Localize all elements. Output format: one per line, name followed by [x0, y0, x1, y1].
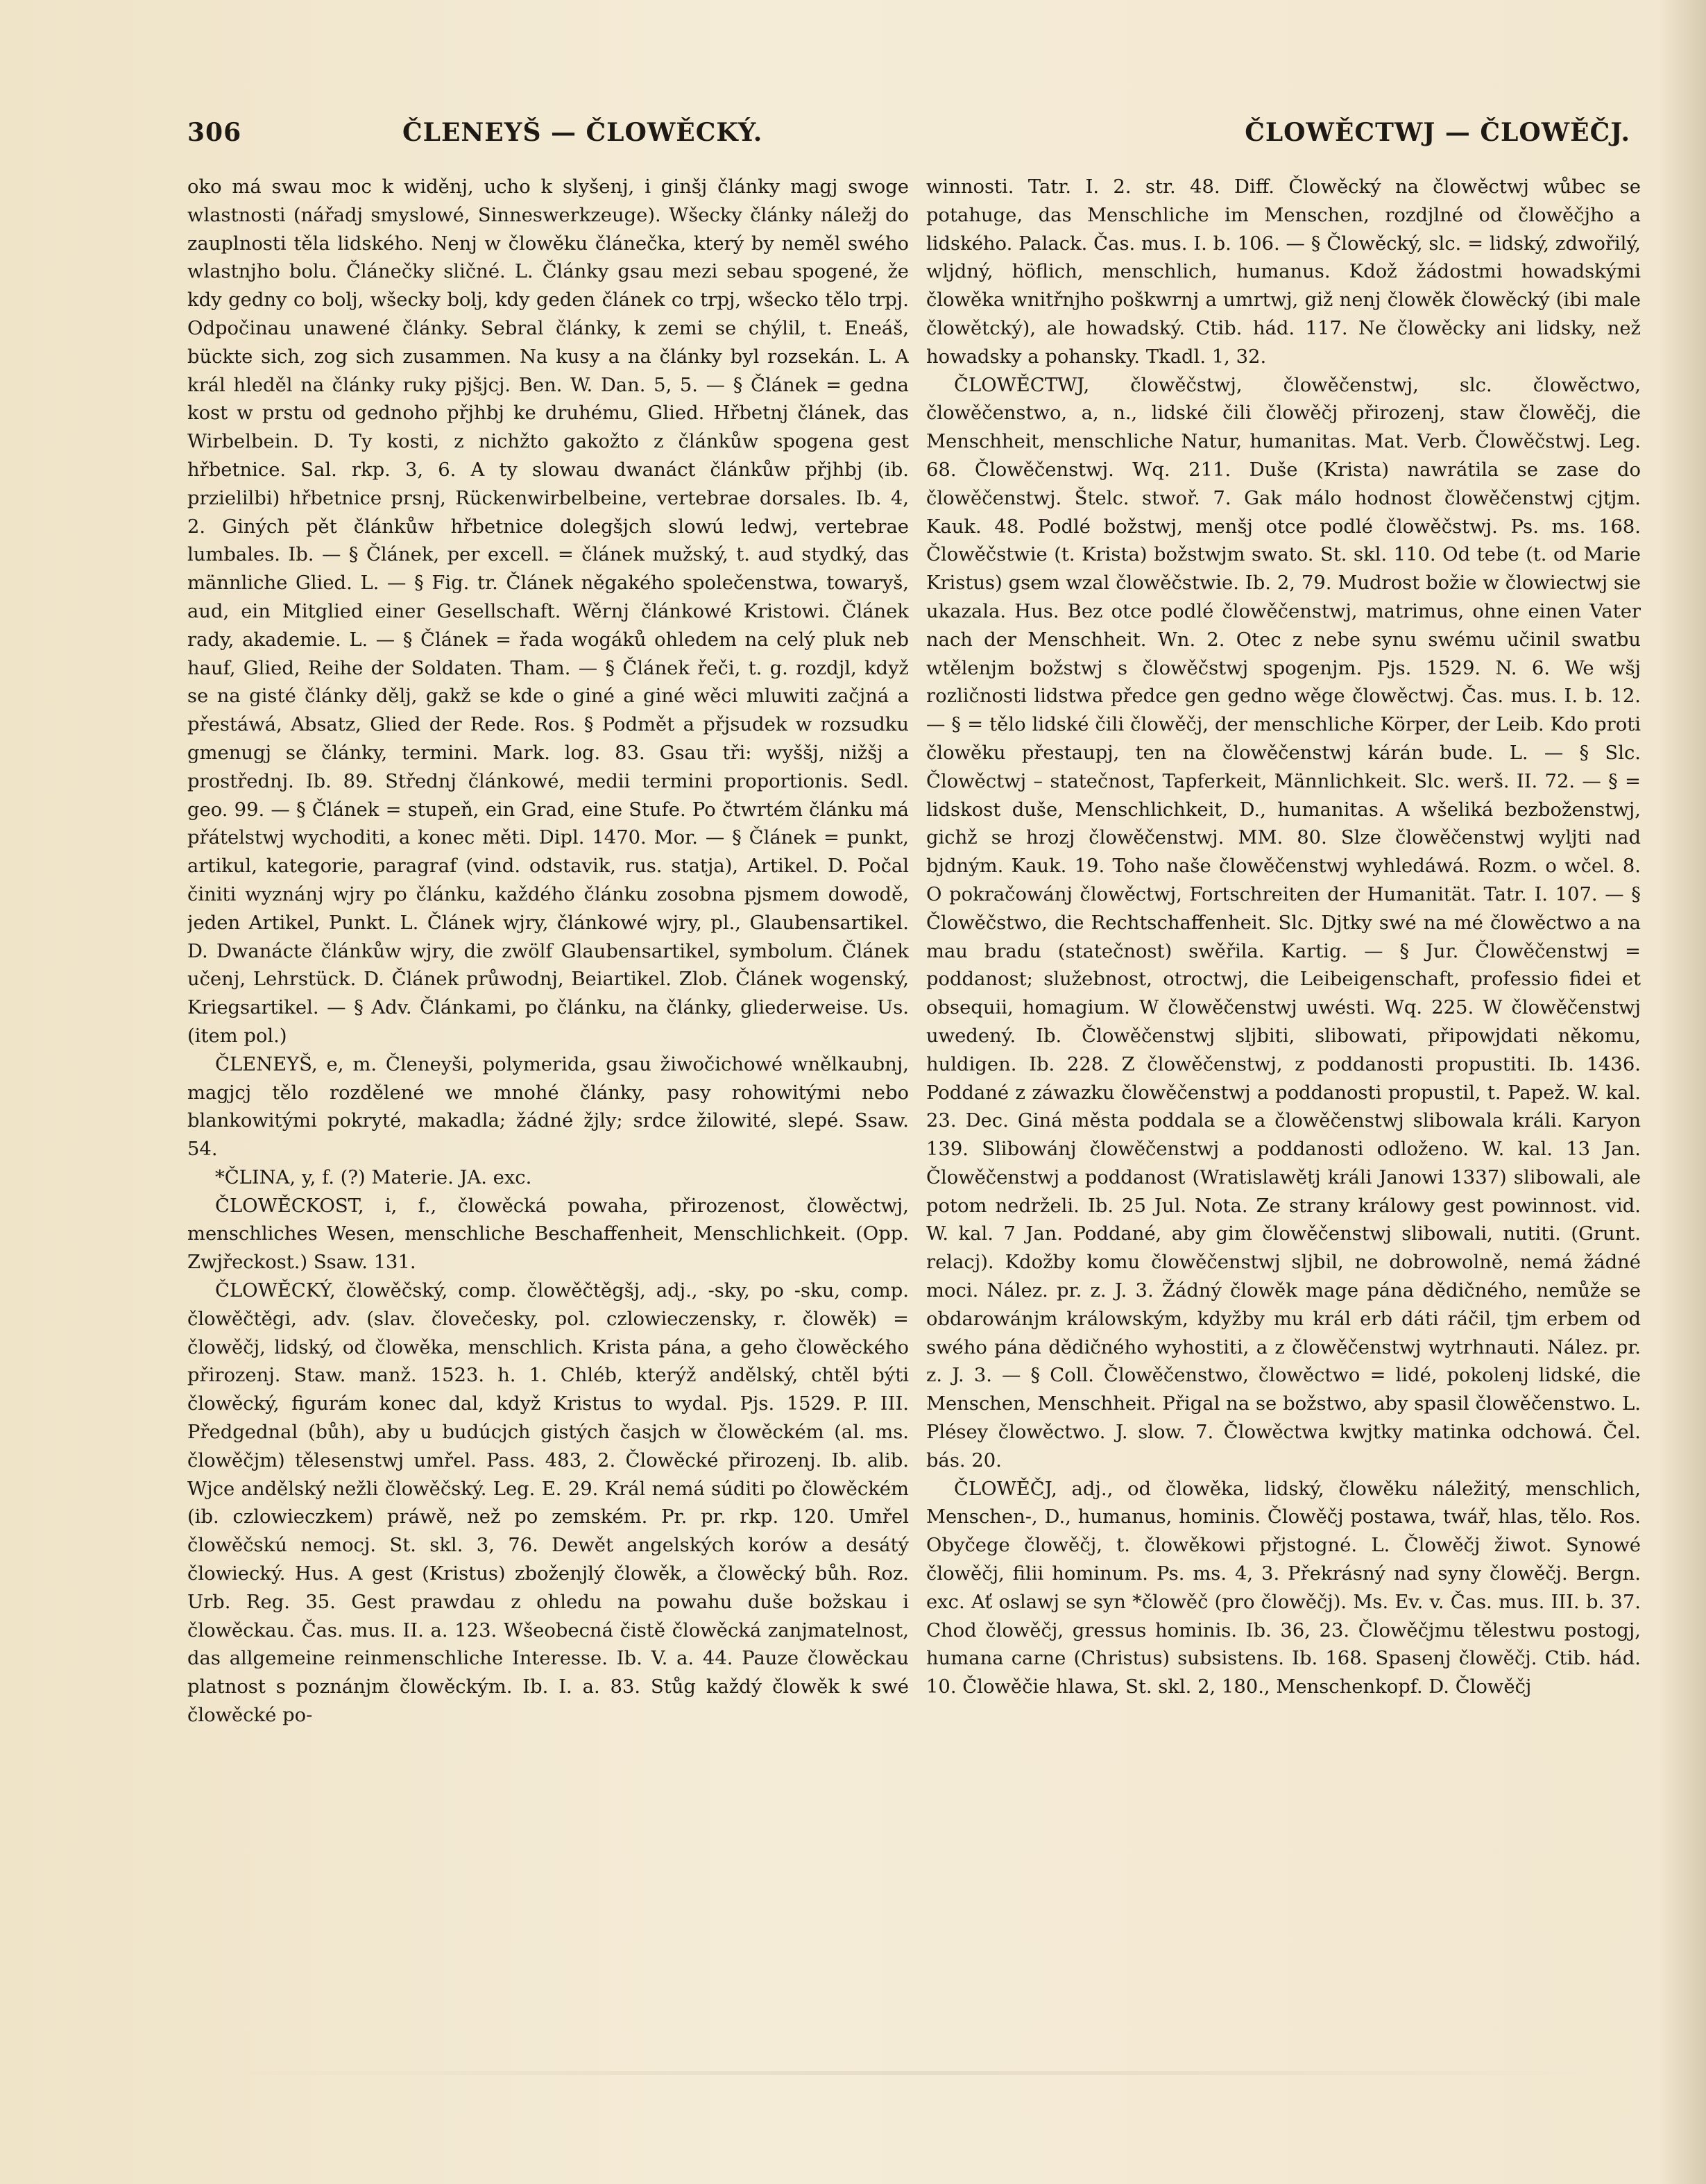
- entry-cloweej: ČLOWĚČJ, adj., od člowěka, lidský, člowěku náležitý, menschlich, Menschen-, D., humanus, hominis. Člowěčj postawa, twář, hlas, tělo. Ros. Obyčege člowěčj, t. člowěkowi přjstogné. L. Člowěčj žiwot. Synowé člowěčj, filii hominum. Ps. ms. 4, 3. Překrásný nad syny člowěčj. Bergn. exc. Ať oslawj se syn *člowěč (pro člowěčj). Ms. Ev. v. Čas. mus. III. b. 37. Chod člowěčj, gressus hominis. Ib. 36, 23. Člowěčjmu tělestwu postogj, humana carne (Christus) subsistens. Ib. 168. Spasenj člowěčj. Ctib. hád. 10. Člowěčie hlawa, St. skl. 2, 180., Menschenkopf. D. Člowěčj: [926, 1478, 1641, 1698]
- entry-clina: *ČLINA, y, f. (?) Materie. JA. exc.: [215, 1166, 532, 1188]
- entry-clanek-continued: oko má swau moc k widěnj, ucho k slyšenj, i ginšj články magj swoge wlastnosti (nářadj smyslowé, Sinneswerkzeuge). Wšecky články náležj do zauplnosti těla lidského. Nenj w člowěku článečka, který by neměl swého wlastnjho bolu. Článečky sličné. L. Články gsau mezi sebau spogené, že kdy gedny co bolj, wšecky bolj, kdy geden článek co trpj, wšecko tělo trpj. Odpočinau unawené články. Sebral články, k zemi se chýlil, t. Eneáš, bückte sich, zog sich zusammen. Na kusy a na články byl rozsekán. L. A král hleděl na články ruky pjšjcj. Ben. W. Dan. 5, 5. — § Článek = gedna kost w prstu od gednoho přjhbj ke druhému, Glied. Hřbetnj článek, das Wirbelbein. D. Ty kosti, z nichžto gakožto z článkůw spogena gest hřbetnice. Sal. rkp. 3, 6. A ty slowau dwanáct článkůw přjhbj (ib. przielilbi) hřbetnice prsnj, Rückenwirbelbeine, vertebrae dorsales. Ib. 4, 2. Giných pět článkůw hřbetnice dolegšjch slowú ledwj, vertebrae lumbales. Ib. — § Článek, per excell. = článek mužský, t. aud stydký, das männliche Glied. L. — § Fig. tr. Článek něgakého společenstwa, towaryš, aud, ein Mitglied einer Gesellschaft. Wěrnj článkowé Kristowi. Článek rady, akademie. L. — § Článek = řada wogáků ohledem na celý pluk neb hauf, Glied, Reihe der Soldaten. Tham. — § Článek řeči, t. g. rozdjl, když se na gisté články dělj, gakž se kde o giné a giné wěci mluwiti začjná a přestáwá, Absatz, Glied der Rede. Ros. § Podmět a přjsudek w rozsudku gmenugj se články, termini. Mark. log. 83. Gsau tři: wyššj, nižšj a prostřednj. Ib. 89. Střednj článkowé, medii termini proportionis. Sedl. geo. 99. — § Článek = stupeň, ein Grad, eine Stufe. Po čtwrtém článku má přátelstwj wychoditi, a konec měti. Dipl. 1470. Mor. — § Článek = punkt, artikul, kategorie, paragraf (vind. odstavik, rus. statja), Artikel. D. Počal činiti wyznánj wjry po článku, každého článku zosobna pjsmem dowodě, jeden Artikel, Punkt. L. Článek wjry, článkowé wjry, pl., Glaubensartikel. D. Dwanácte článkůw wjry, die zwölf Glaubensartikel, symbolum. Článek učenj, Lehrstück. D. Článek průwodnj, Beiartikel. Zlob. Článek wogenský, Kriegsartikel. — § Adv. Článkami, po článku, na články, gliederweise. Us. (item pol.): [187, 176, 909, 1047]
- running-header: [187, 118, 1637, 160]
- entry-clowecky-continued: winnosti. Tatr. I. 2. str. 48. Diff. Člowěcký na člowěctwj wůbec se potahuge, das Menschliche im Menschen, rozdjlné od člowěčjho a lidského. Palack. Čas. mus. I. b. 106. — § Člowěcký, slc. = lidský, zdwořilý, wljdný, höflich, menschlich, humanus. Kdož žádostmi howadskými člowěka wnitřnjho poškwrnj a umrtwj, giž nenj člowěk člowěcký (ibi male člowětcký), ale howadský. Ctib. hád. 117. Ne člowěcky ani lidsky, než howadsky a pohansky. Tkadl. 1, 32.: [926, 176, 1641, 368]
- page-edge-shadow: [1657, 0, 1706, 2184]
- right-running-title: ČLOWĚCTWJ — ČLOWĚČJ.: [1245, 118, 1630, 147]
- entry-cleneys: ČLENEYŠ, e, m. Členeyši, polymerida, gsau žiwočichowé wnělkaubnj, magjcj tělo rozdělené we mnohé články, pasy rohowitými nebo blankowitými pokryté, makadla; žádné žjly; srdce žilowité, slepé. Ssaw. 54.: [187, 1053, 909, 1161]
- left-running-title: ČLENEYŠ — ČLOWĚCKÝ.: [402, 118, 763, 147]
- right-column: [926, 173, 1641, 2102]
- left-column: [187, 173, 909, 2102]
- entry-clowekost: ČLOWĚCKOST, i, f., člowěcká powaha, přirozenost, člowěctwj, menschliches Wesen, menschliche Beschaffenheit, Menschlichkeit. (Opp. Zwjřeckost.) Ssaw. 131.: [187, 1195, 909, 1274]
- entry-clowecky: ČLOWĚCKÝ, člowěčský, comp. člowěčtěgšj, adj., -sky, po -sku, comp. člowěčtěgi, adv. (slav. človečesky, pol. czlowieczensky, r. člowěk) = člowěčj, lidský, od člowěka, menschlich. Krista pána, a geho člowěckého přirozenj. Staw. manž. 1523. h. 1. Chléb, kterýž andělský, chtěl býti člowěcký, figurám konec dal, když Kristus to wydal. Pjs. 1529. P. III. Předgednal (bůh), aby u budúcjch gistých časjch w člowěckém (al. ms. člowěčjm) tělesenstwj umřel. Pass. 483, 2. Člowěcké přirozenj. Ib. alib. Wjce andělský nežli člowěčský. Leg. E. 29. Král nemá súditi po člowěckém (ib. czlowieczkem) práwě, než po zemském. Pr. pr. rkp. 120. Umřel člowěčskú nemocj. St. skl. 3, 76. Dewět angelských korów a desátý člowiecký. Hus. A gest (Kristus) zboženjlý člowěk, a člowěcký bůh. Roz. Urb. Reg. 35. Gest prawdau z ohledu na powahu duše božskau i člowěckau. Čas. mus. II. a. 123. Wšeobecná čistě člowěcká zanjmatelnost, das allgemeine reinmenschliche Interesse. Ib. V. a. 44. Pauze člowěckau platnost s poznánjm člowěckým. Ib. I. a. 83. Stůg každý člowěk k swé člowěcké po-: [187, 1280, 909, 1727]
- page-number: 306: [187, 118, 242, 147]
- page-bottom-shade: [187, 2071, 1641, 2075]
- entry-clowectwj: ČLOWĚCTWJ, člowěčstwj, člowěčenstwj, slc. člowěctwo, člowěčenstwo, a, n., lidské čili člowěčj přirozenj, staw člowěčj, die Menschheit, menschliche Natur, humanitas. Mat. Verb. Člowěčstwj. Leg. 68. Člowěčenstwj. Wq. 211. Duše (Krista) nawrátila se zase do člowěčenstwj. Štelc. stwoř. 7. Gak málo hodnost člowěčenstwj cjtjm. Kauk. 48. Podlé božstwj, menšj otce podlé člowěčstwj. Ps. ms. 168. Člowěčstwie (t. Krista) božstwjm swato. St. skl. 110. Od tebe (t. od Marie Kristus) gsem wzal člowěčstwie. Ib. 2, 79. Mudrost božie w člowiectwj sie ukazala. Hus. Bez otce podlé člowěčenstwj, matrimus, ohne einen Vater nach der Menschheit. Wn. 2. Otec z nebe synu swému učinil swatbu wtělenjm božstwj s člowěčstwj spogenjm. Pjs. 1529. N. 6. We wšj rozličnosti lidstwa předce gen gedno wěge člowěctwj. Čas. mus. I. b. 12. — § = tělo lidské čili člowěčj, der menschliche Körper, der Leib. Kdo proti člowěku přestaupj, ten na člowěčenstwj kárán bude. L. — § Slc. Člowěctwj – statečnost, Tapferkeit, Männlichkeit. Slc. werš. II. 72. — § = lidskost duše, Menschlichkeit, D., humanitas. A wšeliká bezboženstwj, gichž se hrozj člowěčenstwj. MM. 80. Slze člowěčenstwj wyljti nad bjdným. Kauk. 19. Toho naše člowěčenstwj wyhledáwá. Rozm. o wčel. 8. O pokračowánj člowěctwj, Fortschreiten der Humanität. Tatr. I. 107. — § Člowěčstwo, die Rechtschaffenheit. Slc. Djtky swé na mé člowěctwo a na mau bradu (statečnost) swěřila. Kartig. — § Jur. Člowěčenstwj = poddanost; služebnost, otroctwj, die Leibeigenschaft, professio fidei et obsequii, homagium. W člowěčenstwj uwésti. Wq. 225. W člowěčenstwj uwedený. Ib. Člowěčenstwj sljbiti, slibowati, připowjdati někomu, huldigen. Ib. 228. Z člowěčenstwj, z poddanosti propustiti. Ib. 1436. Poddané z záwazku člowěčenstwj a poddanosti propustil, t. Papež. W. kal. 23. Dec. Giná města poddala se a člowěčenstwj slibowala králi. Karyon 139. Slibowánj člowěčenstwj a poddanosti odloženo. W. kal. 13 Jan. Člowěčenstwj a poddanost (Wratislawětj králi Janowi 1337) slibowali, ale potom nedrželi. Ib. 25 Jul. Nota. Ze strany králowy gest powinnost. vid. W. kal. 7 Jan. Poddané, aby gim člowěčenstwj slibowali, nutiti. (Grunt. relacj). Kdožby komu člowěčenstwj sljbil, ne dobrowolně, nemá žádné moci. Nález. pr. z. J. 3. Žádný člowěk mage pána dědičného, nemůže se obdarowánjm králowským, kdyžby mu král erb dáti ráčil, tjm erbem od swého pána dědičného wyhostiti, a z člowěčenstwj wytrhnauti. Nález. pr. z. J. 3. — § Coll. Člowěčenstwo, člowěctwo = lidé, pokolenj lidské, die Menschen, Menschheit. Přigal na se božstwo, aby spasil člowěčenstwo. L. Plésey člowěctwo. J. slow. 7. Člowěctwa kwjtky matinka odchowá. Čel. bás. 20.: [926, 374, 1641, 1471]
